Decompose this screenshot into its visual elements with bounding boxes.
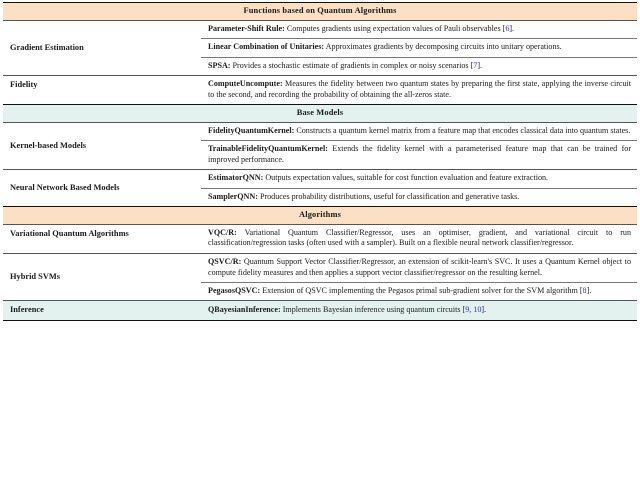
entry-trainable-fidelity-quantum-kernel [201,141,637,170]
entry-text: Provides a stochastic estimate of gradients in complex or noisy scenarios [ [232,60,474,70]
section-banner-row [3,105,637,123]
entry-text-after: ]. [477,60,483,70]
entry-text: Measures the fidelity between two quantum states by preparing the first state, applying the inverse circuit to the second, and recording the probability of obtaining the all-zeros state. [208,79,632,99]
table-row [3,170,637,189]
entry-term: Linear Combination of Unitaries: [208,42,325,52]
section-banner-functions: Functions based on Quantum Algorithms [3,3,637,21]
entry-spsa [201,57,637,76]
entry-term: Parameter-Shift Rule: [208,23,285,33]
table-row [3,122,637,141]
entry-term: EstimatorQNN: [208,173,264,183]
entry-text: Computes gradients using expectation values of Pauli observables [ [286,23,506,33]
entry-term: SamplerQNN: [208,191,258,201]
entry-qsvc-r [201,253,637,282]
entry-vqc-r [201,224,637,253]
table-row [3,253,637,282]
entry-text: Extends the fidelity kernel with a parameterised feature map that can be trained for improved performance. [208,144,632,164]
entry-text: Variational Quantum Classifier/Regressor, uses an optimiser, gradient, and variational circuit to run classification/regression tasks (often used with a sampler). Built on a flexible neural network classifier/regressor. [208,227,632,248]
citation-link[interactable]: 7 [473,60,478,70]
bottom-rule-cell [3,320,637,321]
entry-text-after: ]. [481,304,487,314]
entry-term: ComputeUncompute: [208,79,283,89]
table-row [3,76,637,105]
entry-pegasos-qsvc [201,282,637,301]
entry-text: Extension of QSVC implementing the Pegasos primal sub-gradient solver for the SVM algorithm [ [262,286,583,295]
citation-link[interactable]: 6 [505,23,510,33]
table-bottom-rule [3,320,637,321]
entry-fidelity-quantum-kernel [201,122,637,141]
entry-term: SPSA: [208,60,231,70]
entry-term: PegasosQSVC: [208,286,261,295]
entry-term: FidelityQuantumKernel: [208,125,295,135]
category-neural-network-based-models: Neural Network Based Models [3,170,201,207]
section-banner-base-models: Base Models [3,105,637,123]
entry-term: QBayesianInference: [208,304,281,314]
category-kernel-based-models: Kernel-based Models [3,122,201,170]
entry-term: TrainableFidelityQuantumKernel: [208,144,328,154]
table-row [3,224,637,253]
entry-text: Implements Bayesian inference using quantum circuits [ [282,304,466,314]
citation-link[interactable]: 8 [582,286,587,295]
table-row-highlighted [3,301,637,321]
entry-linear-combination-of-unitaries [201,39,637,58]
entry-sampler-qnn [201,188,637,207]
category-variational-quantum-algorithms: Variational Quantum Algorithms [3,224,201,253]
category-inference: Inference [3,301,201,321]
section-banner-algorithms: Algorithms [3,207,637,225]
category-fidelity: Fidelity [3,76,201,105]
entry-text: Approximates gradients by decomposing circuits into unitary operations. [325,42,562,52]
entry-estimator-qnn [201,170,637,189]
quantum-algorithms-table [3,2,637,321]
section-banner-row [3,207,637,225]
entry-parameter-shift-rule [201,20,637,39]
entry-text-after: ]. [586,286,592,295]
category-hybrid-svms: Hybrid SVMs [3,253,201,301]
entry-text: Produces probability distributions, useful for classification and generative tasks. [259,191,520,201]
entry-compute-uncompute [201,76,637,105]
entry-text: Constructs a quantum kernel matrix from a feature map that encodes classical data into quantum states. [296,125,631,135]
citation-link[interactable]: 9, 10 [465,304,482,314]
table-body [3,3,637,321]
entry-text-after: ]. [509,23,515,33]
category-gradient-estimation: Gradient Estimation [3,20,201,76]
table-container [0,2,640,321]
entry-text: Outputs expectation values, suitable for cost function evaluation and feature extraction. [265,173,549,183]
entry-text: Quantum Support Vector Classifier/Regressor, an extension of scikit-learn's SVC. It uses a Quantum Kernel object to compute fidelity measures and then applies a support vector classifier/regressor on the resulting kernel. [208,256,632,277]
entry-term: QSVC/R: [208,256,242,266]
entry-qbayesian-inference [201,301,637,321]
section-banner-row [3,3,637,21]
entry-term: VQC/R: [208,227,237,237]
table-row [3,20,637,39]
